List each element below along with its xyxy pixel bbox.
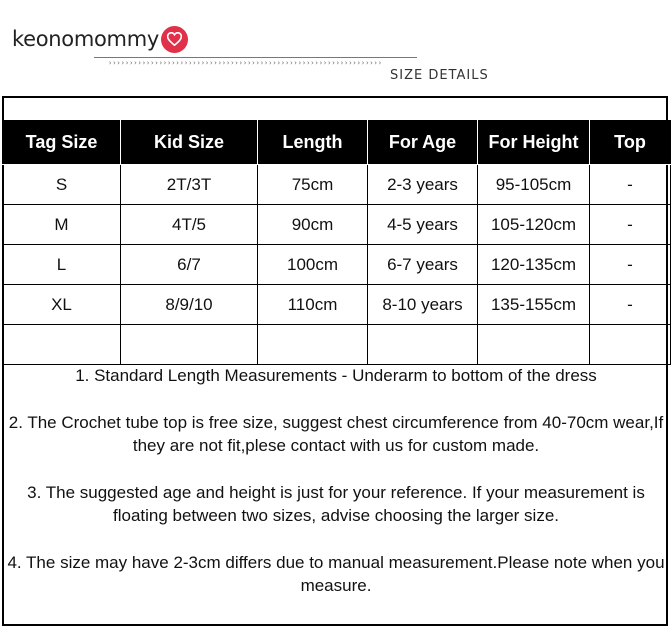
cell-top: - (590, 285, 671, 325)
cell-for-height (478, 325, 590, 365)
cell-kid-size: 4T/5 (121, 205, 258, 245)
cell-for-height: 120-135cm (478, 245, 590, 285)
cell-tag-size (3, 325, 121, 365)
brand-logo (12, 24, 188, 54)
size-notes (2, 364, 670, 621)
table-row (3, 165, 671, 205)
cell-tag-size: M (3, 205, 121, 245)
cell-top: - (590, 205, 671, 245)
cell-for-height: 135-155cm (478, 285, 590, 325)
header-top: Top (590, 121, 671, 165)
cell-length: 100cm (258, 245, 368, 285)
cell-length: 90cm (258, 205, 368, 245)
note-1: 1. Standard Length Measurements - Underarm to bottom of the dress (75, 366, 597, 385)
size-table (2, 120, 671, 365)
table-row (3, 285, 671, 325)
cell-kid-size: 6/7 (121, 245, 258, 285)
table-row (3, 245, 671, 285)
cell-for-age: 2-3 years (368, 165, 478, 205)
heart-icon (161, 26, 188, 53)
table-header-row (3, 121, 671, 165)
brand-name: keonomommy (12, 27, 159, 51)
cell-kid-size (121, 325, 258, 365)
cell-length: 110cm (258, 285, 368, 325)
header-tag-size: Tag Size (3, 121, 121, 165)
cell-for-age (368, 325, 478, 365)
cell-kid-size: 2T/3T (121, 165, 258, 205)
cell-tag-size: S (3, 165, 121, 205)
cell-top (590, 325, 671, 365)
decorative-chevrons: ››››››››››››››››››››››››››››››››››››››››››››››››››››››››››››››››› (108, 59, 382, 67)
section-title: SIZE DETAILS (390, 68, 489, 83)
cell-for-height: 105-120cm (478, 205, 590, 245)
header-kid-size: Kid Size (121, 121, 258, 165)
cell-tag-size: XL (3, 285, 121, 325)
cell-length: 75cm (258, 165, 368, 205)
header-for-age: For Age (368, 121, 478, 165)
cell-for-age: 8-10 years (368, 285, 478, 325)
cell-for-height: 95-105cm (478, 165, 590, 205)
cell-top: - (590, 165, 671, 205)
cell-tag-size: L (3, 245, 121, 285)
cell-length (258, 325, 368, 365)
header-length: Length (258, 121, 368, 165)
table-row-empty (3, 325, 671, 365)
table-row (3, 205, 671, 245)
note-4: 4. The size may have 2-3cm differs due to manual measurement.Please note when you measure. (7, 553, 665, 595)
cell-for-age: 6-7 years (368, 245, 478, 285)
note-3: 3. The suggested age and height is just for your reference. If your measurement is floating between two sizes, advise choosing the larger size. (27, 483, 645, 525)
cell-top: - (590, 245, 671, 285)
cell-for-age: 4-5 years (368, 205, 478, 245)
cell-kid-size: 8/9/10 (121, 285, 258, 325)
header-for-height: For Height (478, 121, 590, 165)
note-2: 2. The Crochet tube top is free size, suggest chest circumference from 40-70cm wear,If they are not fit,plese contact with us for custom made. (8, 413, 664, 455)
